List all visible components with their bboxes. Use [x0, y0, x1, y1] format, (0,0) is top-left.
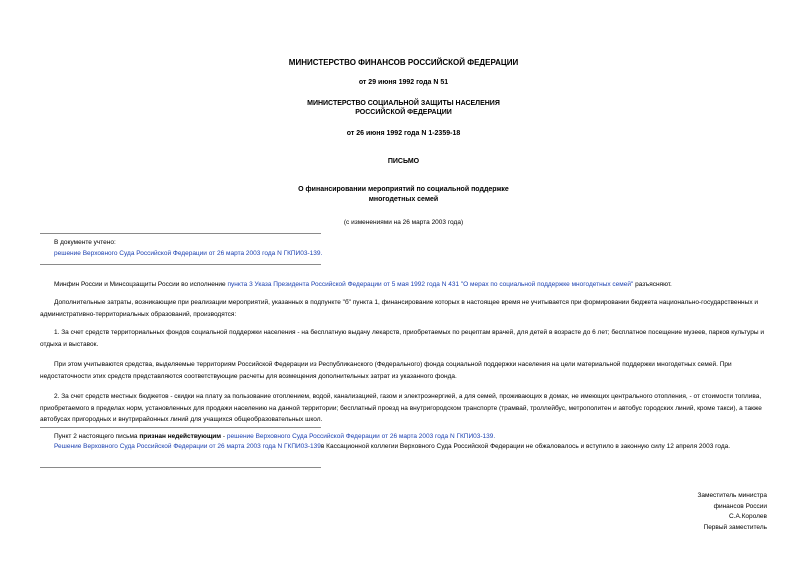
footnote-decision-link-2[interactable]: Решение Верховного Суда Российской Федерации от 26 марта 2003 года N ГКПИ03-139	[54, 443, 321, 450]
signature-block	[547, 491, 767, 533]
paragraph-1	[40, 279, 768, 291]
paragraph-2	[40, 297, 768, 320]
divider-account-note	[40, 264, 321, 265]
document-title-line2: многодетных семей	[368, 196, 439, 203]
paragraph-1-pre: Минфин России и Минсоцзащиты России во исполнение	[54, 281, 228, 288]
date-number-2: от 26 июня 1992 года N 1-2359-18	[346, 130, 461, 137]
invalid-status: признан недействующим	[139, 433, 222, 440]
divider-footnote-top	[40, 427, 321, 428]
footnote-sep: -	[221, 433, 227, 440]
divider-top	[40, 233, 321, 234]
president-decree-link[interactable]: пункта 3 Указа Президента Российской Федерации от 5 мая 1992 года N 431 "О мерах по социальной поддержке многодетных семей"	[227, 281, 634, 288]
divider-footnote-bottom	[40, 467, 321, 468]
footnote-line-2	[40, 441, 768, 453]
footnote-decision-link[interactable]: решение Верховного Суда Российской Федерации от 26 марта 2003 года N ГКПИ03-139.	[226, 433, 496, 440]
signature-line-3: С.А.Королев	[729, 513, 767, 520]
ministry-social-heading-line2: РОССИЙСКОЙ ФЕДЕРАЦИИ	[355, 109, 452, 116]
paragraph-3-text: 1. За счет средств территориальных фондов социальной поддержки населения - на бесплатную выдачу лекарств, приобретаемых по рецептам врачей, для детей в возрасте до 6 лет; бесплатное посещение музеев, парков культуры и отдыха и выставок.	[40, 329, 764, 348]
account-note-label: В документе учтено:	[54, 239, 116, 246]
paragraph-4	[40, 359, 768, 382]
date-number-1: от 29 июня 1992 года N 51	[358, 79, 449, 86]
paragraph-1-post: разъясняют.	[633, 281, 672, 288]
supreme-court-decision-link[interactable]: решение Верховного Суда Российской Федерации от 26 марта 2003 года N ГКПИ03-139.	[54, 250, 323, 257]
paragraph-2-text: Дополнительные затраты, возникающие при реализации мероприятий, указанных в подпункте "б" пункта 1, финансирование которых в настоящее время не учитывается при формировании бюджета национально-государственных и административно-территориальных образований, производятся:	[40, 299, 759, 318]
paragraph-4-text: При этом учитываются средства, выделяемые территориям Российской Федерации из Республиканского (Федерального) фонда социальной поддержки населения на цели материальной поддержки многодетных семей. При недостаточности этих средств представляются соответствующие расчеты для возмещения дополнительных затрат из указанного фонда.	[40, 361, 732, 380]
paragraph-3	[40, 327, 768, 350]
document-type: ПИСЬМО	[387, 158, 420, 165]
ministry-social-heading-line1: МИНИСТЕРСТВО СОЦИАЛЬНОЙ ЗАЩИТЫ НАСЕЛЕНИЯ	[307, 100, 500, 107]
signature-line-4: Первый заместитель	[703, 523, 767, 531]
signature-line-1: Заместитель министра	[697, 492, 767, 499]
paragraph-5	[40, 391, 768, 426]
ministry-finance-heading: МИНИСТЕРСТВО ФИНАНСОВ РОССИЙСКОЙ ФЕДЕРАЦИИ	[288, 58, 519, 67]
footnote-pre: Пункт 2 настоящего письма	[54, 433, 140, 440]
document-title-line1: О финансировании мероприятий по социальной поддержке	[298, 186, 509, 193]
paragraph-5-text: 2. За счет средств местных бюджетов - скидки на плату за пользование отоплением, водой, канализацией, газом и электроэнергией, а для семей, проживающих в домах, не имеющих центрального отопления, - от стоимости топлива, приобретаемого в пределах норм, установленных для продажи населению на данной территории; бесплатный проезд на внутригородском транспорте (трамвай, троллейбус, метрополитен и автобус городских линий, кроме такси), а также автобусах пригородных и внутрирайонных линий для учащихся общеобразовательных школ.	[40, 393, 762, 423]
footnote-post: в Кассационной коллегии Верховного Суда Российской Федерации не обжаловалось и вступило в законную силу 12 апреля 2003 года.	[320, 443, 731, 450]
changes-note: (с изменениями на 26 марта 2003 года)	[343, 219, 464, 226]
account-note-link-row	[54, 250, 767, 258]
signature-line-2: финансов России	[713, 502, 767, 510]
